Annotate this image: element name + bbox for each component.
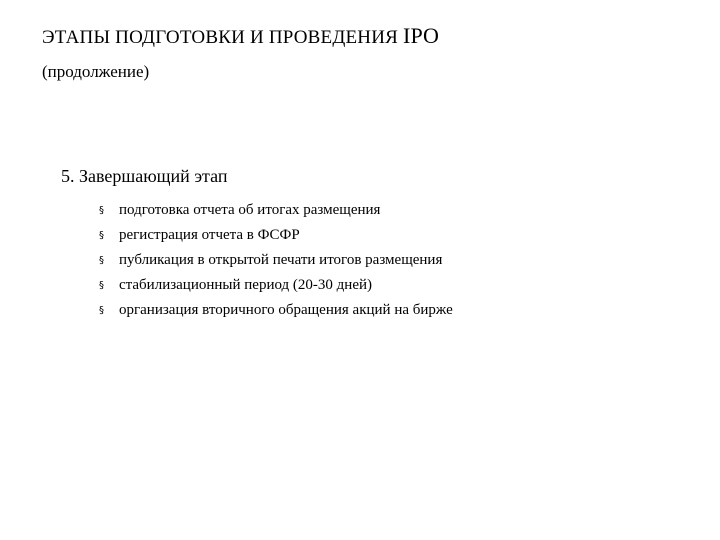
section-sign-bullet-icon: § [99,230,104,241]
section-sign-bullet-icon: § [99,280,104,291]
slide-title [42,24,682,50]
title-block [42,24,682,84]
section-sign-bullet-icon: § [99,255,104,266]
list-item [61,223,681,248]
slide-subtitle: (продолжение) [42,62,150,81]
section-sign-bullet-icon: § [99,205,104,216]
bullet-list [61,198,681,323]
list-item-text: публикация в открытой печати итогов размещения [119,252,443,268]
slide-title-abbreviation: IPO [402,23,440,48]
list-item-text: регистрация отчета в ФСФР [119,227,300,243]
list-item-text: подготовка отчета об итогах размещения [119,202,381,218]
final-stage-section [61,164,681,323]
list-item [61,273,681,298]
list-item-text: организация вторичного обращения акций на бирже [119,302,453,318]
list-item [61,298,681,323]
list-item-text: стабилизационный период (20-30 дней) [119,277,373,293]
slide-title-main: ЭТАПЫ ПОДГОТОВКИ И ПРОВЕДЕНИЯ [42,27,403,48]
list-item [61,248,681,273]
section-sign-bullet-icon: § [99,305,104,316]
list-item [61,198,681,223]
section-heading: 5. Завершающий этап [61,166,228,186]
